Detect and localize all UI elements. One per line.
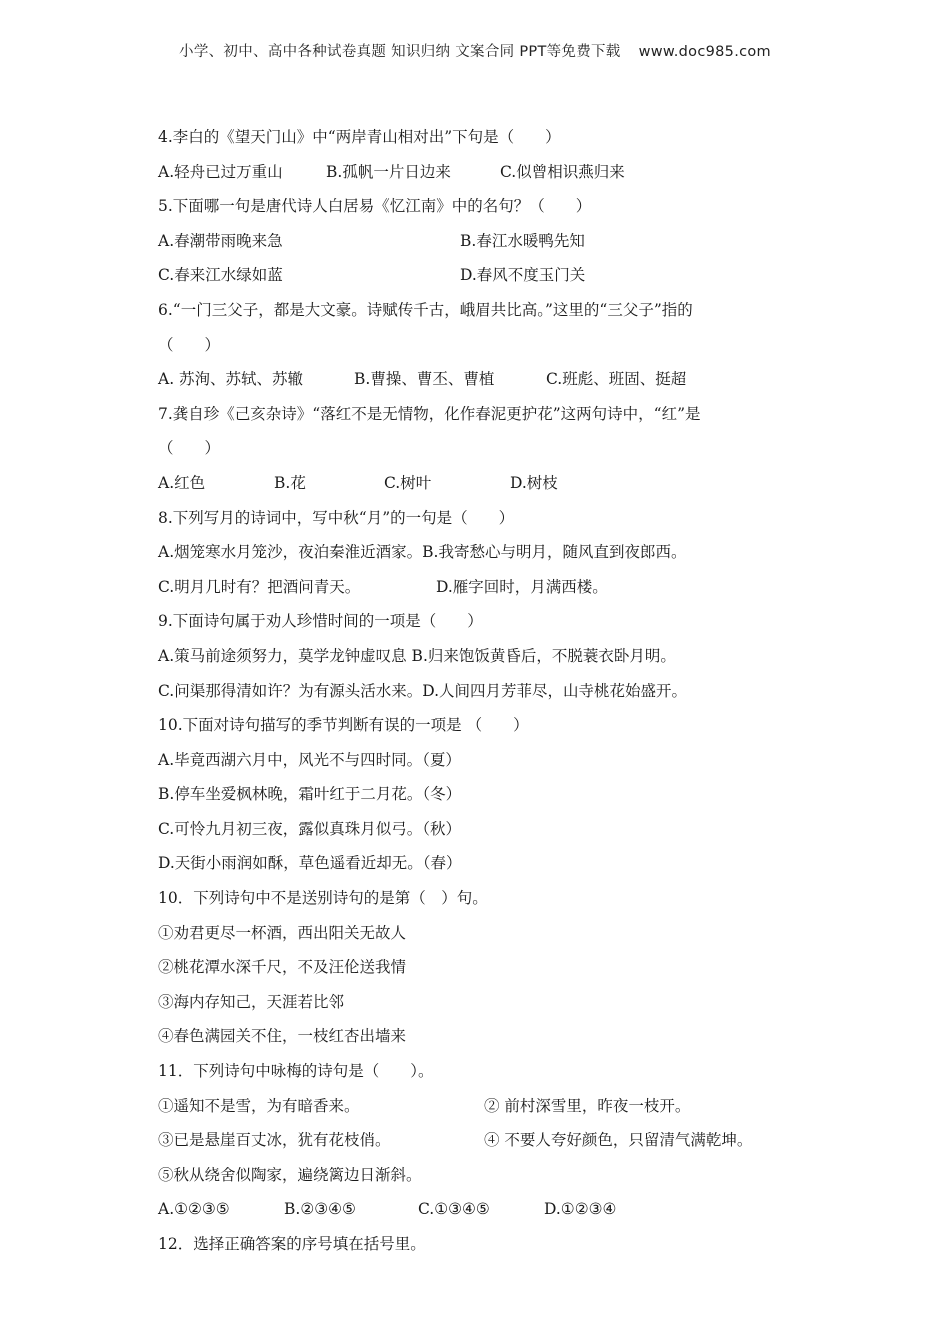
q5-option-d: D.春风不度玉门关 [460,266,586,285]
question-list [158,120,798,1262]
q11-option-b: B.②③④⑤ [284,1200,356,1219]
q10-stem: 10.下面对诗句描写的季节判断有误的一项是 （ ） [158,716,529,735]
q5-option-b: B.春江水暖鸭先知 [460,231,585,250]
q11-item-5: ⑤秋从绕舍似陶家，遍绕篱边日渐斜。 [158,1165,422,1184]
q11-option-a: A.①②③⑤ [158,1200,230,1219]
q4-option-a: A.轻舟已过万重山 [158,162,283,181]
q10b-item-2: ②桃花潭水深千尺，不及汪伦送我情 [158,958,407,977]
q11-item-1: ①遥知不是雪，为有暗香来。 [158,1096,360,1115]
page-header [0,40,950,61]
q5-stem: 5.下面哪一句是唐代诗人白居易《忆江南》中的名句？（ ） [158,197,592,216]
q6-option-a: A. 苏洵、苏轼、苏辙 [158,370,304,389]
q5-option-a: A.春潮带雨晚来急 [158,231,283,250]
q11-option-c: C.①③④⑤ [418,1200,490,1219]
q8-options-ab: A.烟笼寒水月笼沙，夜泊秦淮近酒家。B.我寄愁心与明月，随风直到夜郎西。 [158,543,687,562]
q9-options-cd: C.问渠那得清如许？为有源头活水来。D.人间四月芳菲尽，山寺桃花始盛开。 [158,681,688,700]
q6-paren: （ ） [158,335,221,354]
q11-item-4: ④ 不要人夸好颜色，只留清气满乾坤。 [484,1131,753,1150]
q6-option-c: C.班彪、班固、挺超 [546,370,687,389]
q5-option-c: C.春来江水绿如蓝 [158,266,283,285]
q10b-stem: 10．下列诗句中不是送别诗句的是第（ ）句。 [158,889,488,908]
q8-stem: 8.下列写月的诗词中，写中秋“月”的一句是（ ） [158,508,515,527]
q5-options-cd [158,258,798,293]
q7-option-b: B.花 [274,473,306,492]
q7-paren: （ ） [158,439,221,458]
q5-options-ab [158,224,798,259]
q10-option-c: C.可怜九月初三夜，露似真珠月似弓。（秋） [158,819,461,838]
q11-items-34 [158,1123,798,1158]
q10b-item-4: ④春色满园关不住，一枝红杏出墙来 [158,1027,407,1046]
q11-option-d: D.①②③④ [544,1200,617,1219]
q10-option-a: A.毕竟西湖六月中，风光不与四时同。（夏） [158,750,461,769]
q4-option-c: C.似曾相识燕归来 [500,162,625,181]
q12-stem: 12．选择正确答案的序号填在括号里。 [158,1235,426,1253]
q8-option-c: C.明月几时有？把酒问青天。 [158,577,361,596]
q11-item-2: ② 前村深雪里，昨夜一枝开。 [484,1096,691,1115]
q7-option-c: C.树叶 [384,473,432,492]
q8-option-d: D.雁字回时，月满西楼。 [436,577,608,596]
q11-items-12 [158,1089,798,1124]
q4-options [158,155,798,190]
q10b-item-1: ①劝君更尽一杯酒，西出阳关无故人 [158,923,407,942]
q10-option-b: B.停车坐爱枫林晚，霜叶红于二月花。（冬） [158,785,462,804]
q9-options-ab: A.策马前途须努力，莫学龙钟虚叹息 B.归来饱饭黄昏后，不脱蓑衣卧月明。 [158,646,676,665]
q11-options [158,1192,798,1227]
q11-item-3: ③已是悬崖百丈冰，犹有花枝俏。 [158,1131,391,1150]
header-site: www.doc985.com [638,44,771,60]
q4-option-b: B.孤帆一片日边来 [326,162,451,181]
q8-options-cd [158,570,798,605]
header-title: 小学、初中、高中各种试卷真题 知识归纳 文案合同 PPT等免费下载 [179,44,621,60]
q6-options [158,362,798,397]
q7-options [158,466,798,501]
q7-option-d: D.树枝 [510,473,558,492]
q7-option-a: A.红色 [158,473,206,492]
q6-option-b: B.曹操、曹丕、曹植 [354,370,495,389]
q6-stem: 6.“一门三父子，都是大文豪。诗赋传千古，峨眉共比高。”这里的“三父子”指的 [158,300,693,319]
q7-stem: 7.龚自珍《己亥杂诗》“落红不是无情物，化作春泥更护花”这两句诗中，“红”是 [158,404,701,423]
q10b-item-3: ③海内存知己，天涯若比邻 [158,992,345,1011]
q10-option-d: D.天街小雨润如酥，草色遥看近却无。（春） [158,854,462,873]
q4-stem: 4.李白的《望天门山》中“两岸青山相对出”下句是（ ） [158,128,561,146]
q9-stem: 9.下面诗句属于劝人珍惜时间的一项是（ ） [158,612,483,631]
q11-stem: 11．下列诗句中咏梅的诗句是（ ）。 [158,1062,434,1081]
